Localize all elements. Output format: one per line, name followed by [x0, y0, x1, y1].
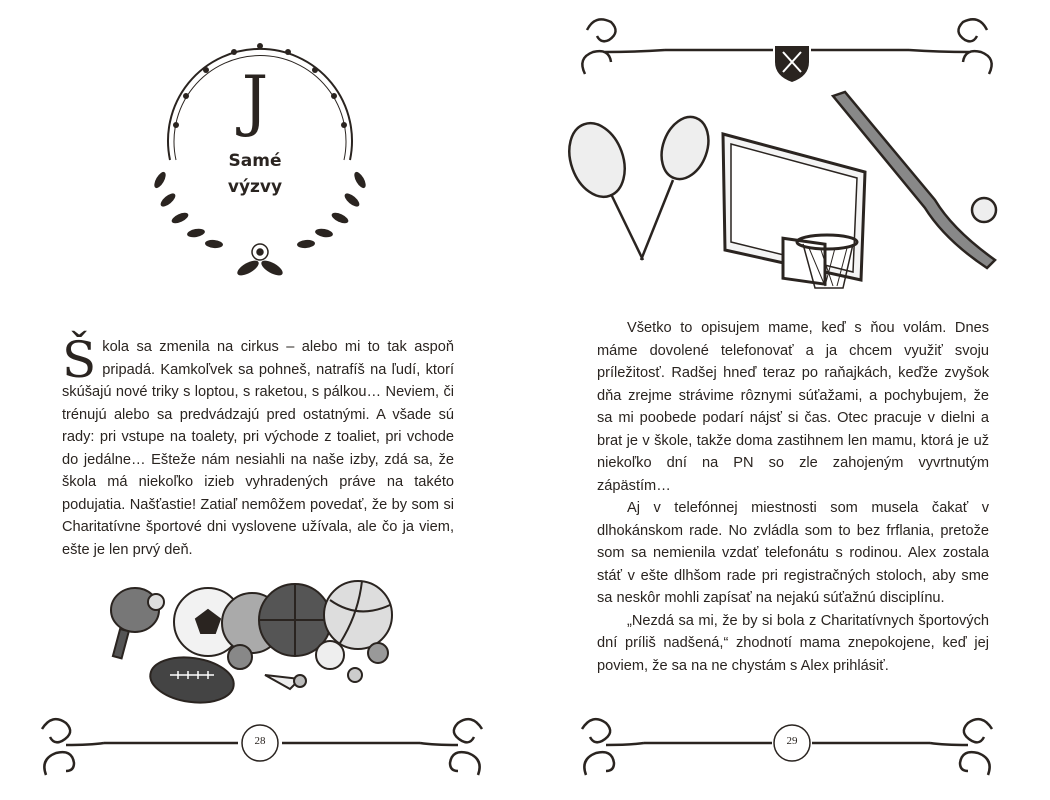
top-ornament [525, 0, 1050, 100]
chapter-title-line-1: Samé [228, 151, 282, 171]
sports-equipment-illustration [525, 90, 1050, 310]
chapter-letter: J [241, 62, 269, 139]
right-paragraph-1: Všetko to opisujem mame, keď s ňou volám. Dnes máme dovolené telefonovať a ja chcem využiť svoju príležitosť. Radšej hneď teraz po raňajkách, keďže zvyšok dňa zrejme strávime rôznymi súťažami, a pochybujem, že sa mi poobede podarí nájsť si čas. Otec pracuje v dielni a brat je v škole, takže doma zastihnem len mamu, ktorá je už niekoľko dní na PN so zle zahojeným vyvrtnutým zápästím… [597, 320, 989, 494]
drop-cap: Š [62, 331, 97, 389]
right-body-text [597, 317, 989, 677]
right-page [525, 0, 1050, 800]
chapter-title [185, 148, 325, 200]
right-paragraph-3: „Nezdá sa mi, že by si bola z Charitatívnych športových dní príliš nadšená,“ zhodnotí mama znepokojene, keď jej poviem, že sa na ne chystám s Alex prihlásiť. [597, 612, 989, 674]
chapter-title-line-2: výzvy [227, 177, 283, 197]
crest-icon [775, 46, 809, 82]
right-paragraph-2: Aj v telefónnej miestnosti som musela čakať v dlhokánskom rade. No zvládla som to bez frflania, pretože som sa nemienila vzdať telefonátu s rodinou. Alex zostala stáť v ešte dlhšom rade pri registračných stoloch, aby sme sa neskôr mohli zapísať na nejakú súťažnú disciplínu. [597, 500, 989, 606]
sports-balls-illustration [0, 575, 525, 715]
page-number: 29 [786, 735, 798, 747]
page-number: 28 [254, 735, 266, 747]
left-paragraph: kola sa zmenila na cirkus – alebo mi to tak aspoň pripadá. Kamkoľvek sa pohneš, natrafíš na ľudí, ktorí skúšajú nové triky s loptou, s raketou, s pálkou… Neviem, či trénujú alebo sa predvádzajú pred ostatnými. A všade sú rady: pri vstupe na toalety, pri východe z toaliet, pri vchode do jedálne… Ešteže nám nesiahli na naše izby, zdá sa, že škola má niekoľko izieb vyhradených práve na takéto podujatia. Našťastie! Zatiaľ nemôžem povedať, že by som si Charitatívne športové dni vyslovene užívala, ale čo ja viem, ešte je len prvý deň. [62, 339, 454, 558]
left-body-text [62, 331, 454, 561]
